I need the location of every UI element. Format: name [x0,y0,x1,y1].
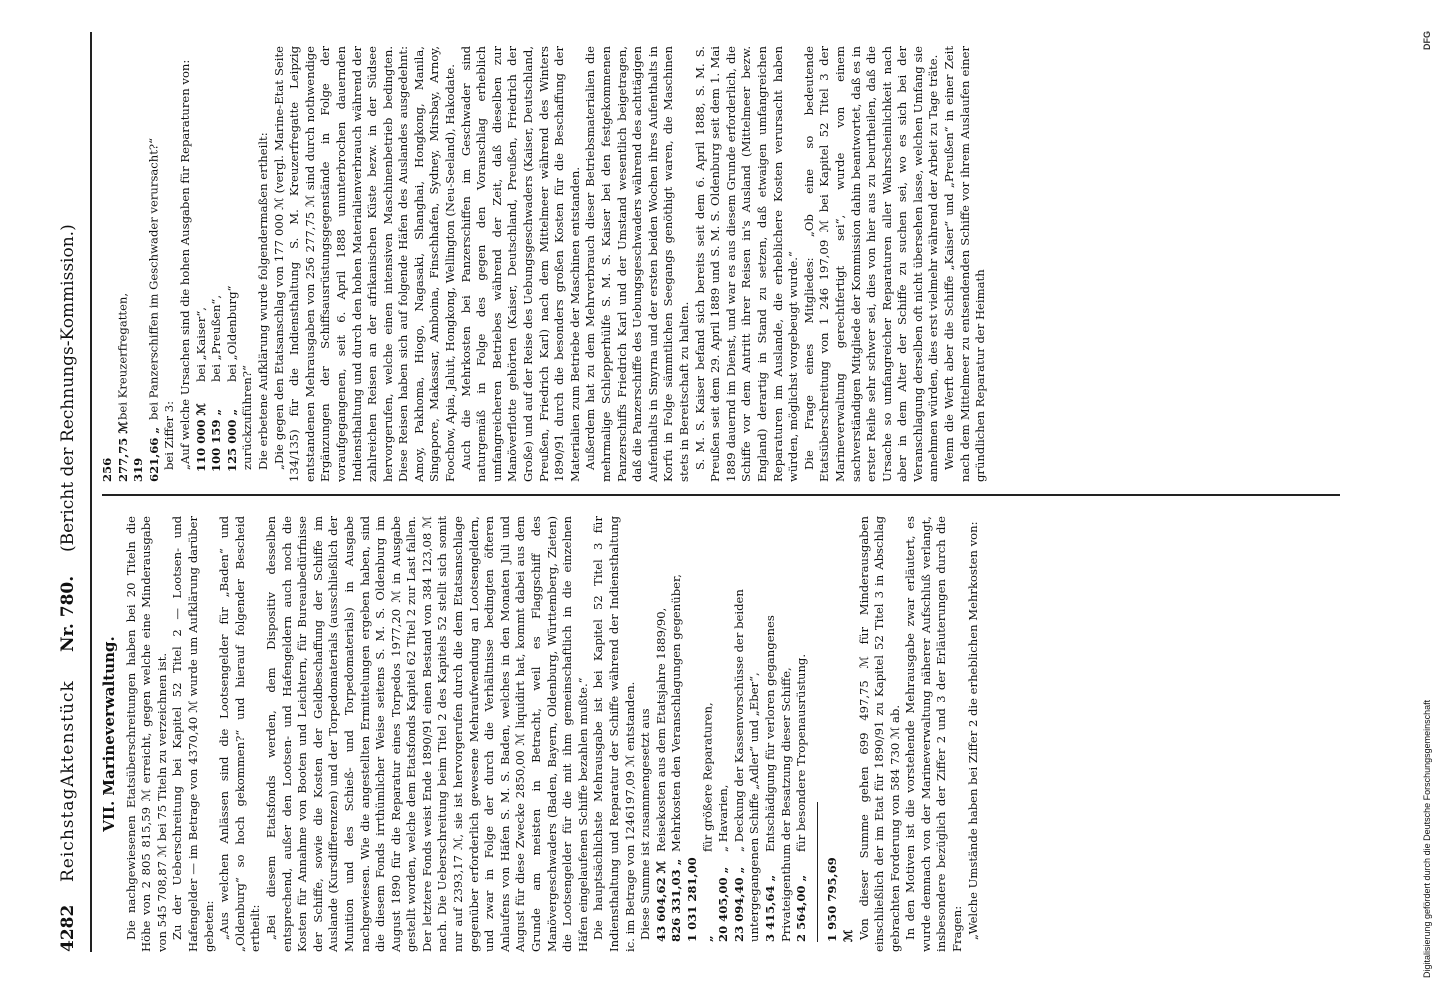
header-aktenstueck: Aktenstück [58,680,78,787]
item-text: Mehrkosten den Veranschlagungen gegenüber, [669,574,684,852]
paragraph: „Aus welchen Anlässen sind die Lootsengelder für „Baden“ und „Oldenburg“ so hoch gekommen?“ und hierauf folgender Bescheid ertheilt: [217,516,263,952]
amount: 100 159 „ [209,408,224,472]
sum-rule [815,802,818,942]
item-text: bei „Oldenburg“ [224,285,239,382]
list-item [732,516,763,942]
item-text: für besondere Tropenausrüstung. [794,653,809,852]
digitization-text: Digitalisierung gefördert durch die Deutsche Forschungsgemeinschaft [1422,699,1432,978]
amount: 125 000 „ [224,408,239,472]
amount: 43 604,62 ℳ [653,861,668,942]
document-page [50,32,1340,952]
column-rule [102,494,1340,496]
amount: 256 277,75 ℳ [100,421,130,482]
header-rule [90,32,92,952]
paragraph: bei Ziffer 3: [162,400,177,470]
list-item [194,46,210,472]
header-report: (Bericht der Rechnungs-Kommission.) [58,224,78,552]
column-left [100,516,981,952]
list-item [131,46,162,482]
paragraph: Diese Summe ist zusammengesetzt aus [638,708,653,940]
page-number: 4282 [58,904,78,952]
paragraph: Wenn die Werft aber die Schiffe „Kaiser“ und „Preußen“ in einer Zeit nach dem Mittelmeer zu entsendenden Schiffe vor ihrem Auslaufen einer gründlichen Reparatur der Heimath [942,46,988,482]
item-text: „ Havarien, [716,784,731,852]
paragraph: Die Frage eines Mitgliedes: „Ob eine so bedeutende Etatsüberschreitung von 1 246 197,09 ℳ bei Kapitel 52 Titel 3 der Marineverwaltung gerechtfertigt sei“, wurde von einem sachverständigen Mitgliede der Kommission dahin beantwortet, daß es in erster Reihe sehr schwer sei, dies von hier aus zu beurtheilen, daß die Ursache so umfangreicher Reparaturen aller Wahrscheinlichkeit nach aber in dem Alter der Schiffe zu suchen sei, wo es sich bei der Veranschlagung derselben oft nicht übersehen lasse, welchen Umfang sie annehmen würden, dies erst vielmehr während der Arbeit zu Tage träte. [801,46,941,482]
paragraph: „Bei diesem Etatsfonds werden, dem Dispositiv desselben entsprechend, außer den Lootsen- und Hafengeldern auch noch die Kosten für Annahme von Booten und Leichtern, für Bureaubedürfnisse der Schiffe, sowie die Kosten der Geldbeschaffung der Schiffe im Auslande (Kursdifferenzen) und der Torpedomaterials (ausschließlich der Munition und des Schieß- und Torpedomaterials) in Ausgabe nachgewiesen. Wie die angestellten Ermittelungen ergeben haben, sind die diesem Fonds irrthümlicher Weise seitens S. M. S. Oldenburg im August 1890 für die Reparatur eines Torpedos 1977,20 ℳ in Ausgabe gestellt worden, welche dem Etatsfonds Kapitel 62 Titel 2 zur Last fallen. Der letztere Fonds weist Ende 1890/91 einen Bestand von 384 123,08 ℳ nach. Die Ueberschreitung beim Titel 2 des Kapitels 52 stellt sich somit nur auf 2393,17 ℳ, sie ist hervorgerufen durch die dem Etatsanschlage gegenüber erforderlich gewesene Mehraufwendung an Lootsengeldern, und zwar in Folge der durch die Verhältnisse bedingten öfteren Anlaufens von Häfen S. M. S. Baden, welches in den Monaten Juli und August für diese Zwecke 2850,00 ℳ liquidirt hat, kommt dabei aus dem Grunde am meisten in Betracht, weil es Flaggschiff des Manövergeschwaders (Baden, Bayern, Oldenburg, Württemberg, Zieten) die Lootsengelder für die mit ihm gemeinschaftlich in die einzelnen Häfen eingelaufenen Schiffe bezahlen mußte.“ [263,516,590,952]
amount: 1 031 281,00 „ [684,857,715,942]
paragraph: Außerdem hat zu dem Mehrverbrauch dieser Betriebsmaterialien die mehrmalige Schlepperhülfe S. M. S. Kaiser bei den festgekommenen Panzerschiffs Friedrich Karl und der Umstand wesentlich beigetragen, daß die Panzerschiffe des Uebungsgeschwaders während des achttägigen Aufenthalts in Smyrna und der ersten beiden Wochen ihres Aufenthalts in Korfu in Folge sämmtlichen Seegangs genöthigt waren, die Maschinen stets in Bereitschaft zu halten. [583,46,691,482]
list-item [654,516,670,942]
list-item [794,516,810,942]
paragraph: „Auf welche Ursachen sind die hohen Ausgaben für Reparaturen von: [177,59,192,470]
paragraph: Die erbetene Aufklärung wurde folgendermaßen ertheilt: [255,132,270,470]
amount: 319 621,66 „ [131,426,161,482]
amount: 110 000 ℳ [193,403,208,472]
cost-list [654,516,857,942]
paragraph: In den Motiven ist die vorstehende Mehrausgabe zwar erläutert, es wurde demnach von der Marineverwaltung näherer Aufschluß verlangt, insbesondere bezüglich der Ziffer 2 und 3 der Erläuterungen durch die Fragen: [903,516,965,952]
section-title: VII. Marineverwaltung. [100,636,118,832]
column-right [100,46,989,482]
item-text: bei Panzerschiffen im Geschwader verursacht?“ [146,137,161,420]
paragraph: S. M. S. Kaiser befand sich bereits seit dem 6. April 1888, S. M. S. Preußen seit dem 29. April 1889 und S. M. S. Oldenburg seit dem 1. Mai 1889 dauernd im Dienst, und war es aus diesem Grunde erforderlich, die Schiffe vor dem Antritt ihrer Reisen in's Ausland (Mittelmeer bezw. England) derartig in Stand zu setzen, daß etwaigen umfangreichen Reparaturen im Auslande, die erheblichere Kosten verursacht haben würden, möglichst vorgebeugt wurde.“ [692,46,801,482]
paragraph: Die hauptsächlichste Mehrausgabe ist bei Kapitel 52 Titel 3 für Indiensthaltung und Reparatur der Schiffe während der Indiensthaltung ic. im Betrage von 1246197,09 ℳ entstanden. [591,516,637,952]
amount: 2 564,00 „ [794,874,809,942]
paragraph: zurückzuführen?“ [240,365,255,470]
item-text: für größere Reparaturen, [700,702,715,852]
amount: 3 415,64 „ [762,874,777,942]
item-text: Entschädigung für verloren gegangenes Privateigenthum der Besatzung dieser Schiffe, [762,615,793,942]
paragraph: Auch die Mehrkosten bei Panzerschiffen im Geschwader sind naturgemäß in Folge des gegen den Voranschlag erheblich umfangreicheren Betriebes während der Zeit, daß dieselben zur Manöverflotte gehörten (Kaiser, Deutschland, Preußen, Friedrich der Große) und auf der Reise des Uebungsgeschwaders (Kaiser, Deutschland, Preußen, Friedrich Karl) nach dem Mittelmeer während des Winters 1890/91 durch die besonders großen Kosten für die Beschaffung der Materialien zum Betriebe der Maschinen entstanden. [458,46,582,482]
paragraph: „Die gegen den Etatsanschlag von 177 000 ℳ (vergl. Marine-Etat Seite 134/135) für die Indiensthaltung S. M. Kreuzerfregatte Leipzig entstandenen Mehrausgaben von 256 277,75 ℳ sind durch nothwendige Ergänzungen der Schiffsausrüstungsgegenstände in Folge der voraufgegangenen, seit 6. April 1888 ununterbrochen dauernden Indiensthaltung und durch den hohen Materialienverbrauch während der zahlreichen Reisen an der afrikanischen Küste bezw. in der Südsee hervorgerufen, welche einen intensiven Maschinenbetrieb bedingten. Diese Reisen haben sich auf folgende Häfen des Auslandes ausgedehnt: Amoy, Pakhoma, Hiogo, Nagasaki, Shanghai, Hongkong, Manila, Singapore, Makassar, Amboina, Finschhafen, Sydney, Mirsbay, Arnoy, Foochow, Apia, Jaluit, Hongkong, Wellington (Neu-Seeland), Hakodate. [271,46,458,482]
dfg-logo: DFG [1422,31,1432,50]
paragraph: „Welche Umstände haben bei Ziffer 2 die erheblichen Mehrkosten von: [965,521,980,940]
total-amount: 1 950 795,69 ℳ [825,857,855,942]
list-item [209,46,225,472]
paragraph: Die nachgewiesenen Etatsüberschreitungen haben bei 20 Titeln die Höhe von 2 805 815,59 ℳ erreicht, gegen welche eine Minderausgabe von 545 708,87 ℳ bei 75 Titeln zu verzeichnen ist. [123,516,169,952]
digitization-note [1421,0,1432,1000]
paragraph: Zu der Ueberschreitung bei Kapitel 52 Titel 2 — Lootsen- und Hafengelder — im Betrage von 4370,40 ℳ wurde um Aufklärung darüber gebeten: [170,516,216,952]
item-text: bei „Kaiser“, [193,307,208,382]
list-item [716,516,732,942]
item-text: bei Kreuzerfregatten, [115,292,130,420]
header-reichstag: Reichstag. [58,781,78,882]
page-header [50,32,90,952]
item-text: bei „Preußen“, [209,294,224,382]
list-item [685,516,716,942]
item-text: „ Deckung der Kassenvorschüsse der beiden untergegangenen Schiffe „Adler“ und „Eber“, [731,589,762,942]
list-item [669,516,685,942]
repair-list [194,46,241,472]
paragraph: Von dieser Summe gehen 699 497,75 ℳ für Minderausgaben einschließlich der im Etat für 1890/91 zu Kapitel 52 Titel 3 in Abschlag gebrachten Forderung von 584 730 ℳ ab. [856,516,902,952]
total-line [825,516,856,942]
amount: 826 331,03 „ [669,858,684,942]
list-item [100,46,131,482]
list-item [225,46,241,472]
amount: 20 405,00 „ [716,866,731,942]
header-number: Nr. 780. [58,575,78,652]
amount: 23 094,40 „ [731,866,746,942]
item-text: Reisekosten aus dem Etatsjahre 1889/90, [653,607,668,852]
list-item [763,516,794,942]
